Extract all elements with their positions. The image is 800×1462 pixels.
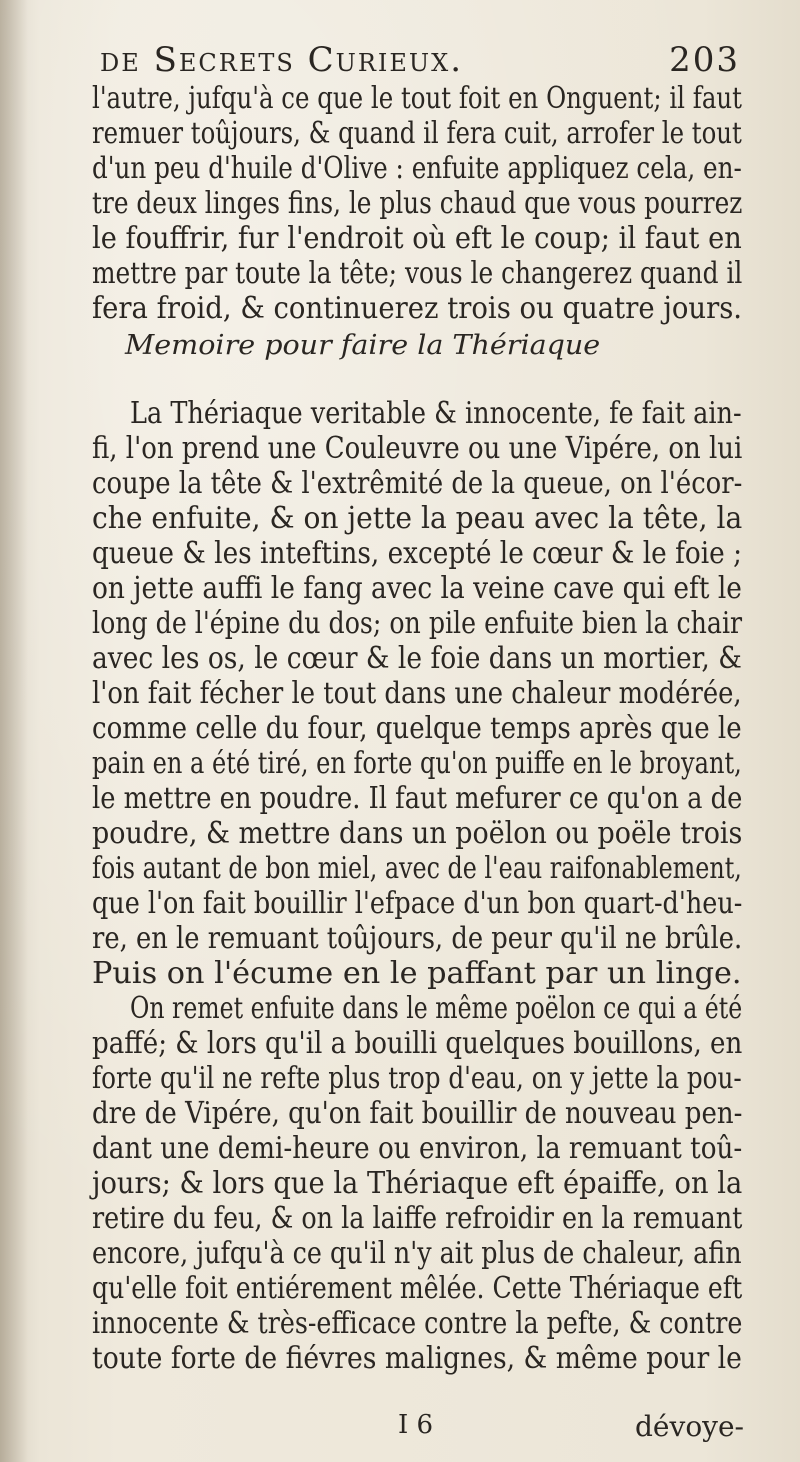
text-line: On remet enfuite dans le même poëlon ce qui a été [130, 991, 743, 1025]
text-line: queue & les inteftins, excepté le cœur & le foie ; [92, 536, 742, 570]
text-line: encore, jufqu'à ce qu'il n'y ait plus de chaleur, afin [92, 1236, 742, 1270]
text-line: comme celle du four, quelque temps après que le [92, 711, 742, 745]
text-line: La Thériaque veritable & innocente, fe fait ain- [130, 396, 742, 430]
text-line: l'autre, jufqu'à ce que le tout foit en Onguent; il faut [92, 81, 742, 115]
text-line: dant une demi-heure ou environ, la remuant toû- [92, 1131, 743, 1165]
text-line: que l'on fait bouillir l'efpace d'un bon quart-d'heu- [92, 886, 743, 920]
text-line: Puis on l'écume en le paffant par un linge. [92, 956, 742, 990]
section-title: Memoire pour faire la Thériaque [125, 330, 601, 361]
text-line: innocente & très-efficace contre la pefte, & contre [92, 1306, 743, 1340]
text-line: fera froid, & continuerez trois ou quatre jours. [92, 291, 743, 325]
text-line: retire du feu, & on la laiffe refroidir en la remuant [92, 1201, 743, 1235]
text-line: qu'elle foit entiérement mêlée. Cette Thériaque eft [92, 1271, 743, 1305]
text-line: re, en le remuant toûjours, de peur qu'il ne brûle. [92, 921, 743, 955]
text-line: d'un peu d'huile d'Olive : enfuite appliquez cela, en- [92, 151, 742, 185]
text-line: remuer toûjours, & quand il fera cuit, arrofer le tout [92, 116, 742, 150]
text-line: pain en a été tiré, en forte qu'on puiffe en le broyant, [92, 746, 742, 780]
page-number: 203 [669, 40, 740, 80]
text-line: avec les os, le cœur & le foie dans un mortier, & [92, 641, 742, 675]
text-line: poudre, & mettre dans un poëlon ou poële trois [92, 816, 743, 850]
text-line: le fouffrir, fur l'endroit où eft le coup; il faut en [92, 221, 742, 255]
running-title: de Secrets Curieux. [100, 40, 464, 80]
text-line: long de l'épine du dos; on pile enfuite bien la chair [92, 606, 743, 640]
text-line: l'on fait fécher le tout dans une chaleur modérée, [92, 676, 742, 710]
text-line: mettre par toute la tête; vous le changerez quand il [92, 256, 743, 290]
text-line: toute forte de fiévres malignes, & même pour le [92, 1341, 742, 1375]
text-line: dre de Vipére, qu'on fait bouillir de nouveau pen- [92, 1096, 743, 1130]
text-line: paffé; & lors qu'il a bouilli quelques bouillons, en [92, 1026, 743, 1060]
text-line: on jette auffi le fang avec la veine cave qui eft le [92, 571, 742, 605]
text-line: forte qu'il ne refte plus trop d'eau, on y jette la pou- [92, 1061, 742, 1095]
page-gutter-shadow [0, 0, 28, 1462]
text-line: jours; & lors que la Thériaque eft épaiffe, on la [92, 1166, 743, 1200]
text-line: coupe la tête & l'extrêmité de la queue, on l'écor- [92, 466, 743, 500]
text-line: le mettre en poudre. Il faut mefurer ce qu'on a de [92, 781, 743, 815]
catchword: dévoye- [635, 1410, 745, 1443]
text-line: tre deux linges fins, le plus chaud que vous pourrez [92, 186, 743, 220]
text-line: che enfuite, & on jette la peau avec la tête, la [92, 501, 743, 535]
text-line: fois autant de bon miel, avec de l'eau raifonablement, [92, 851, 742, 885]
signature-mark: I 6 [398, 1410, 434, 1440]
text-line: fi, l'on prend une Couleuvre ou une Vipére, on lui [92, 431, 743, 465]
